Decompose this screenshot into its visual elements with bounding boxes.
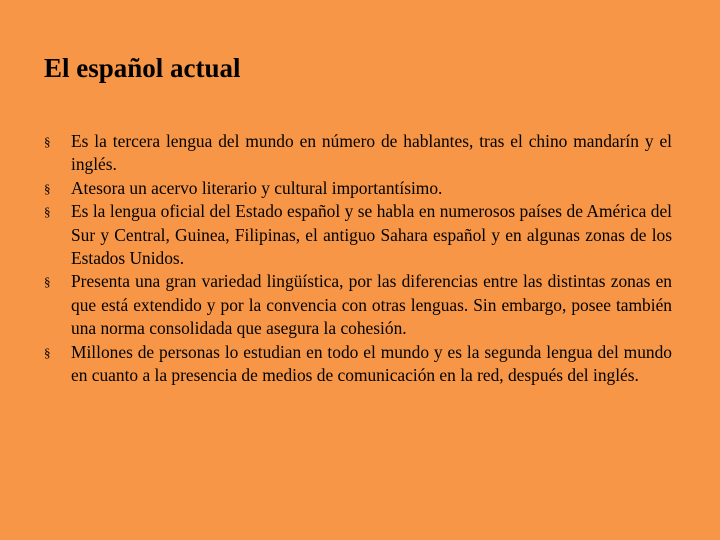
bullet-item (44, 270, 672, 340)
bullet-marker-icon: § (44, 274, 51, 290)
bullet-text: Atesora un acervo literario y cultural importantísimo. (71, 177, 443, 198)
bullet-text: Es la lengua oficial del Estado español y se habla en numerosos países de América del Sur y Central, Guinea, Filipinas, el antiguo Sahara español y en algunas zonas de los Estados Unidos. (71, 201, 672, 269)
bullet-item (44, 177, 672, 200)
bullet-marker-icon: § (44, 134, 51, 149)
bullet-marker-icon: § (44, 204, 51, 220)
bullet-item (44, 341, 672, 388)
bullet-item (44, 200, 672, 270)
bullet-text: Millones de personas lo estudian en todo el mundo y es la segunda lengua del mundo en cuanto a la presencia de medios de comunicación en la red, después del inglés. (71, 341, 672, 386)
bullet-marker-icon: § (44, 344, 51, 360)
bullet-text: Presenta una gran variedad lingüística, por las diferencias entre las distintas zonas en que está extendido y por la convencia con otras lenguas. Sin embargo, posee también una norma consolidada que asegura la cohesión. (71, 271, 672, 339)
bullet-text: Es la tercera lengua del mundo en número de hablantes, tras el chino mandarín y el inglés. (71, 131, 672, 175)
bullet-marker-icon: § (44, 180, 51, 196)
bullet-item (44, 130, 672, 177)
slide-title: El español actual (44, 53, 241, 83)
bullet-list (44, 130, 672, 387)
